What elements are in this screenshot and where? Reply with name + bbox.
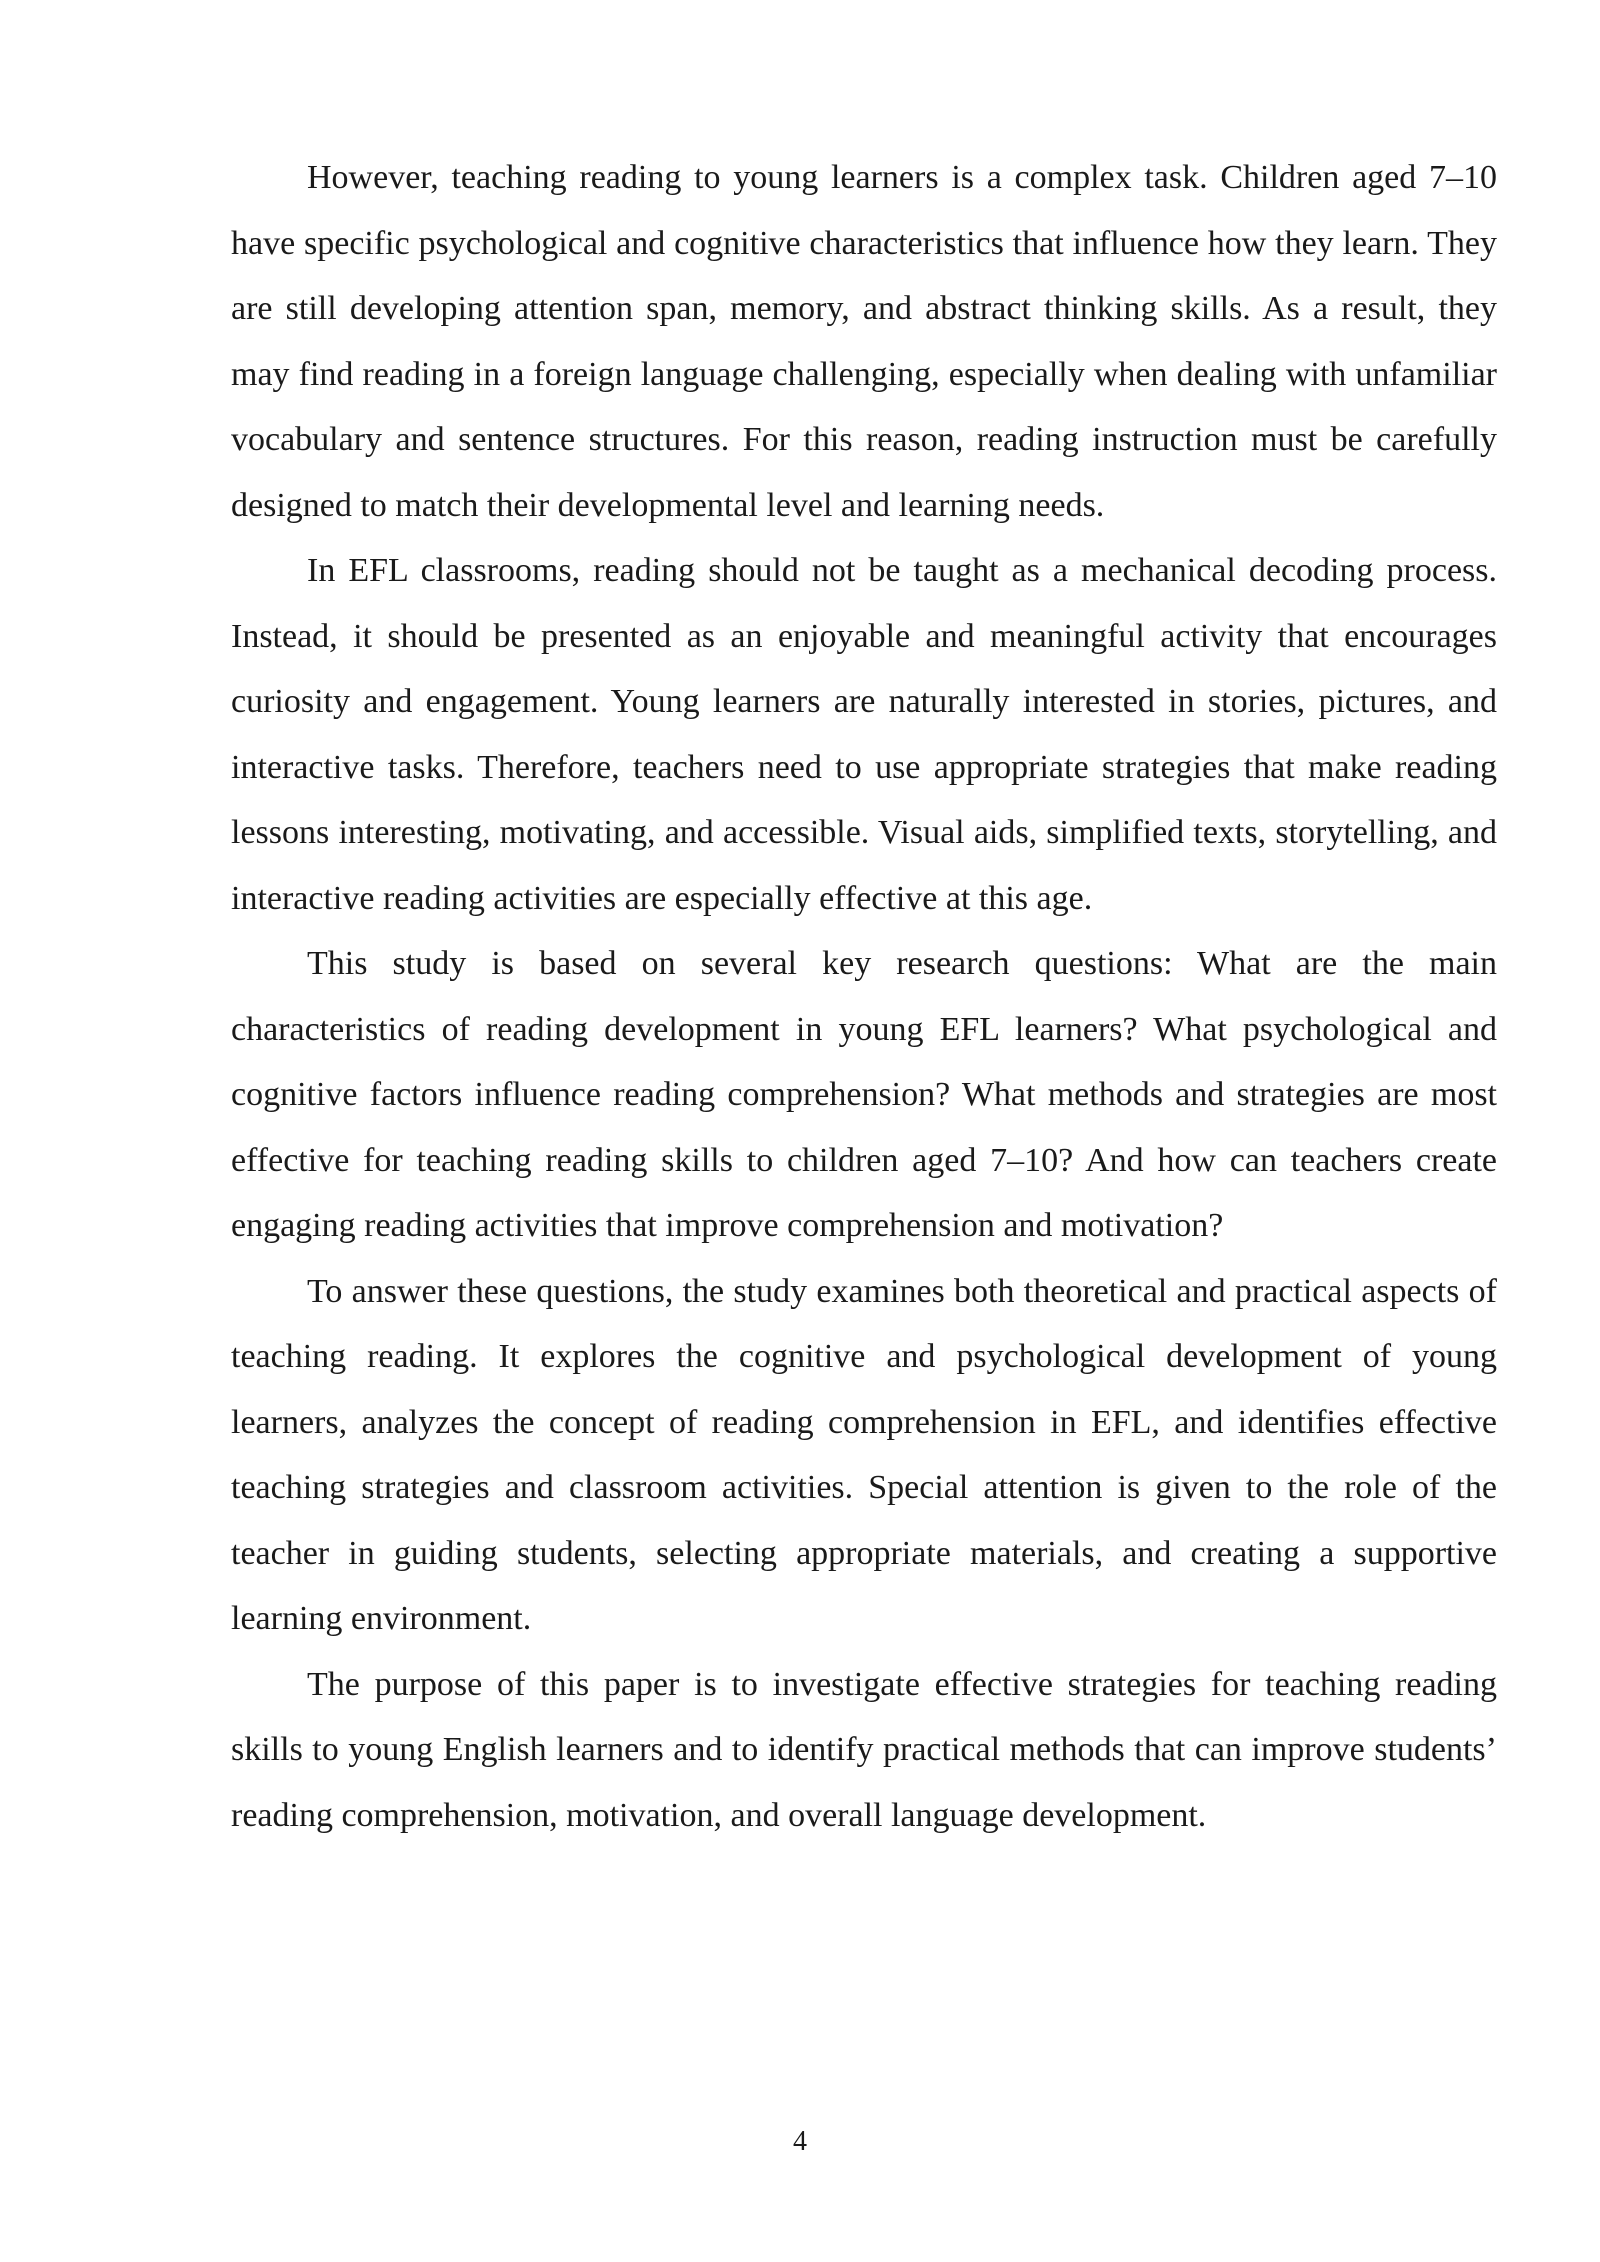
paragraph-1: However, teaching reading to young learners is a complex task. Children aged 7–10 have specific psychological and cognitive characteristics that influence how they learn. They are still developing attention span, memory, and abstract thinking skills. As a result, they may find reading in a foreign language challenging, especially when dealing with unfamiliar vocabulary and sentence structures. For this reason, reading instruction must be carefully designed to match their developmental level and learning needs. [231,159,1497,524]
paragraph-3: This study is based on several key research questions: What are the main characteristics of reading development in young EFL learners? What psychological and cognitive factors influence reading comprehension? What methods and strategies are most effective for teaching reading skills to children aged 7–10? And how can teachers create engaging reading activities that improve comprehension and motivation? [231,945,1497,1244]
paragraph-5: The purpose of this paper is to investigate effective strategies for teaching reading skills to young English learners and to identify practical methods that can improve students’ reading comprehension, motivation, and overall language development. [231,1665,1497,1834]
paragraph-2: In EFL classrooms, reading should not be taught as a mechanical decoding process. Instead, it should be presented as an enjoyable and meaningful activity that encourages curiosity and engagement. Young learners are naturally interested in stories, pictures, and interactive tasks. Therefore, teachers need to use appropriate strategies that make reading lessons interesting, motivating, and accessible. Visual aids, simplified texts, storytelling, and interactive reading activities are especially effective at this age. [231,552,1497,917]
page-number: 4 [793,2126,807,2157]
body-text [231,145,1497,1848]
paragraph-4: To answer these questions, the study examines both theoretical and practical aspects of teaching reading. It explores the cognitive and psychological development of young learners, analyzes the concept of reading comprehension in EFL, and identifies effective teaching strategies and classroom activities. Special attention is given to the role of the teacher in guiding students, selecting appropriate materials, and creating a supportive learning environment. [231,1272,1497,1637]
